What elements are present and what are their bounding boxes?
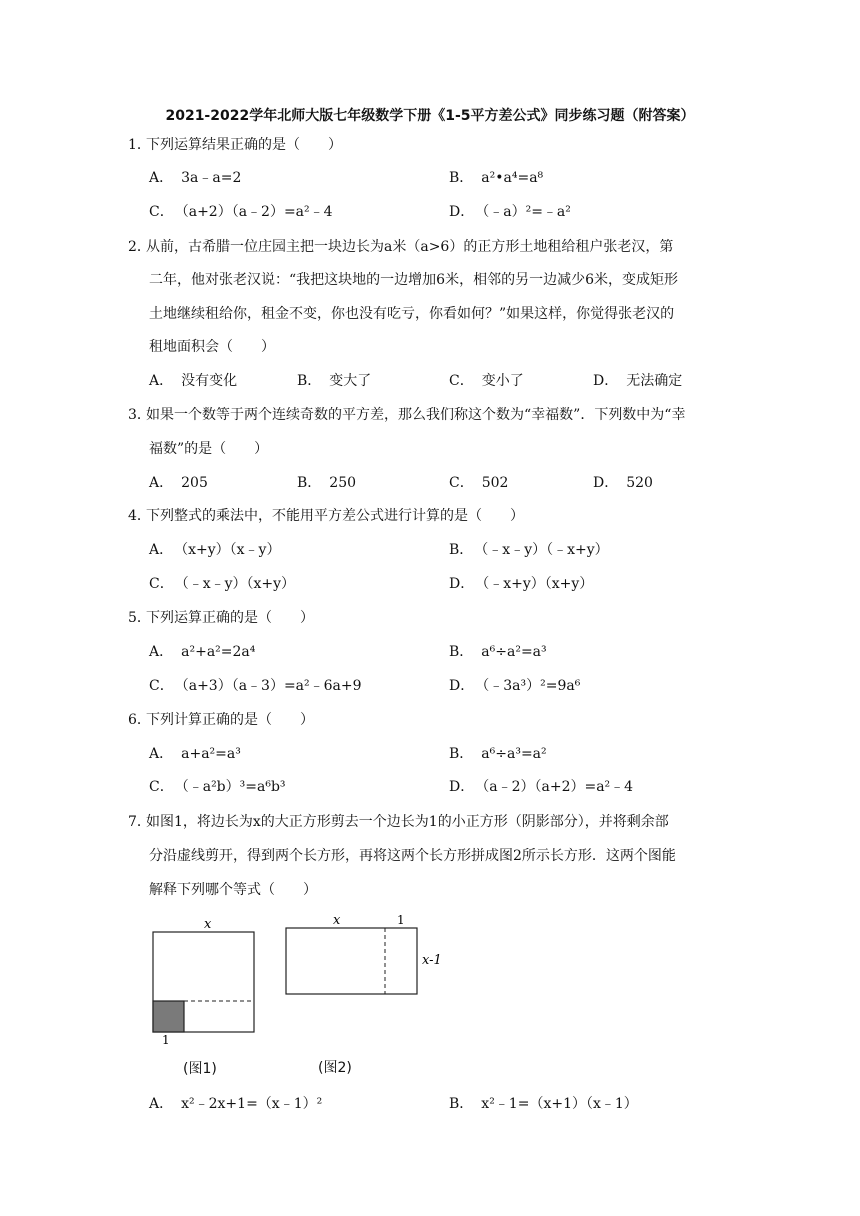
- question-text-line: 分沿虚线剪开，得到两个长方形，再将这两个长方形拼成图2所示长方形．这两个图能: [149, 848, 676, 864]
- fig2-top-label: x: [333, 913, 341, 928]
- q3-option-d: D． 520: [593, 475, 653, 491]
- q3-option-c: C． 502: [449, 475, 509, 491]
- q6-option-c: C． （﹣a²b）³=a⁶b³: [149, 779, 286, 795]
- question-1: [128, 135, 342, 155]
- question-text-line: 租地面积会（ ）: [149, 339, 275, 355]
- figure-2-caption: (图2): [318, 1060, 352, 1076]
- fig1-top-label: x: [204, 917, 212, 932]
- figure-1-diagram: [152, 914, 262, 1044]
- question-text-line: 福数”的是（ ）: [149, 441, 269, 457]
- question-text-line: 如图1，将边长为x的大正方形剪去一个边长为1的小正方形（阴影部分），并将剩余部: [146, 814, 669, 830]
- question-text: 下列运算结果正确的是（ ）: [146, 137, 342, 153]
- q3-option-a: A． 205: [149, 475, 208, 491]
- question-number: 6．: [128, 712, 151, 728]
- fig2-side-label: x-1: [422, 953, 442, 968]
- question-text-line: 从前，古希腊一位庄园主把一块边长为a米（a>6）的正方形土地租给租户张老汉，第: [146, 239, 674, 255]
- fig2-rectangle: [286, 928, 417, 994]
- q4-option-b: B． （﹣x﹣y）（﹣x+y）: [449, 542, 609, 558]
- page-title: 2021-2022学年北师大版七年级数学下册《1-5平方差公式》同步练习题（附答案）: [165, 108, 695, 124]
- question-number: 3．: [128, 407, 151, 423]
- q2-option-a: A． 没有变化: [149, 373, 238, 389]
- q4-option-d: D． （﹣x+y）（x+y）: [449, 576, 594, 592]
- question-text: 下列整式的乘法中，不能用平方差公式进行计算的是（ ）: [146, 508, 524, 524]
- question-number: 4．: [128, 508, 151, 524]
- question-number: 7．: [128, 814, 151, 830]
- question-number: 5．: [128, 610, 151, 626]
- question-6: [128, 710, 314, 730]
- q7-option-a: A． x²﹣2x+1=（x﹣1）²: [149, 1096, 323, 1112]
- question-text: 下列计算正确的是（ ）: [146, 712, 314, 728]
- q6-option-a: A． a+a²=a³: [149, 746, 241, 762]
- q5-option-d: D． （﹣3a³）²=9a⁶: [449, 678, 581, 694]
- q1-option-c: C． （a+2）（a﹣2）=a²﹣4: [149, 204, 333, 220]
- question-number: 1．: [128, 137, 151, 153]
- question-text-line: 土地继续租给你，租金不变，你也没有吃亏，你看如何？”如果这样，你觉得张老汉的: [149, 306, 675, 322]
- question-5: [128, 608, 314, 628]
- question-7: [128, 812, 669, 832]
- question-4: [128, 506, 524, 526]
- q2-option-b: B． 变大了: [297, 373, 372, 389]
- question-number: 2．: [128, 239, 151, 255]
- q5-option-b: B． a⁶÷a²=a³: [449, 644, 547, 660]
- question-text-line: 二年，他对张老汉说：“我把这块地的一边增加6米，相邻的另一边减少6米，变成矩形: [149, 272, 678, 288]
- question-text: 下列运算正确的是（ ）: [146, 610, 314, 626]
- fig1-shaded-small-square: [153, 1001, 184, 1032]
- q6-option-d: D． （a﹣2）（a+2）=a²﹣4: [449, 779, 634, 795]
- q1-option-d: D． （﹣a）²=﹣a²: [449, 204, 571, 220]
- q3-option-b: B． 250: [297, 475, 357, 491]
- q1-option-b: B． a²•a⁴=a⁸: [449, 170, 544, 186]
- q4-option-c: C． （﹣x﹣y）（x+y）: [149, 576, 296, 592]
- q5-option-c: C． （a+3）（a﹣3）=a²﹣6a+9: [149, 678, 362, 694]
- q5-option-a: A． a²+a²=2a⁴: [149, 644, 256, 660]
- question-text-line: 如果一个数等于两个连续奇数的平方差，那么我们称这个数为“幸福数”．下列数中为“幸: [146, 407, 686, 423]
- fig2-top-right-label: 1: [397, 913, 405, 927]
- q4-option-a: A． （x+y）（x﹣y）: [149, 542, 281, 558]
- q7-option-b: B． x²﹣1=（x+1）（x﹣1）: [449, 1096, 638, 1112]
- q2-option-c: C． 变小了: [449, 373, 524, 389]
- question-2: [128, 237, 673, 257]
- q1-option-a: A． 3a﹣a=2: [149, 170, 242, 186]
- question-3: [128, 405, 685, 425]
- figure-1-caption: (图1): [183, 1061, 217, 1077]
- q2-option-d: D． 无法确定: [593, 373, 683, 389]
- question-text-line: 解释下列哪个等式（ ）: [149, 882, 317, 898]
- figure-2-diagram: [282, 912, 452, 1002]
- fig1-bottom-label: 1: [162, 1033, 170, 1044]
- q6-option-b: B． a⁶÷a³=a²: [449, 746, 547, 762]
